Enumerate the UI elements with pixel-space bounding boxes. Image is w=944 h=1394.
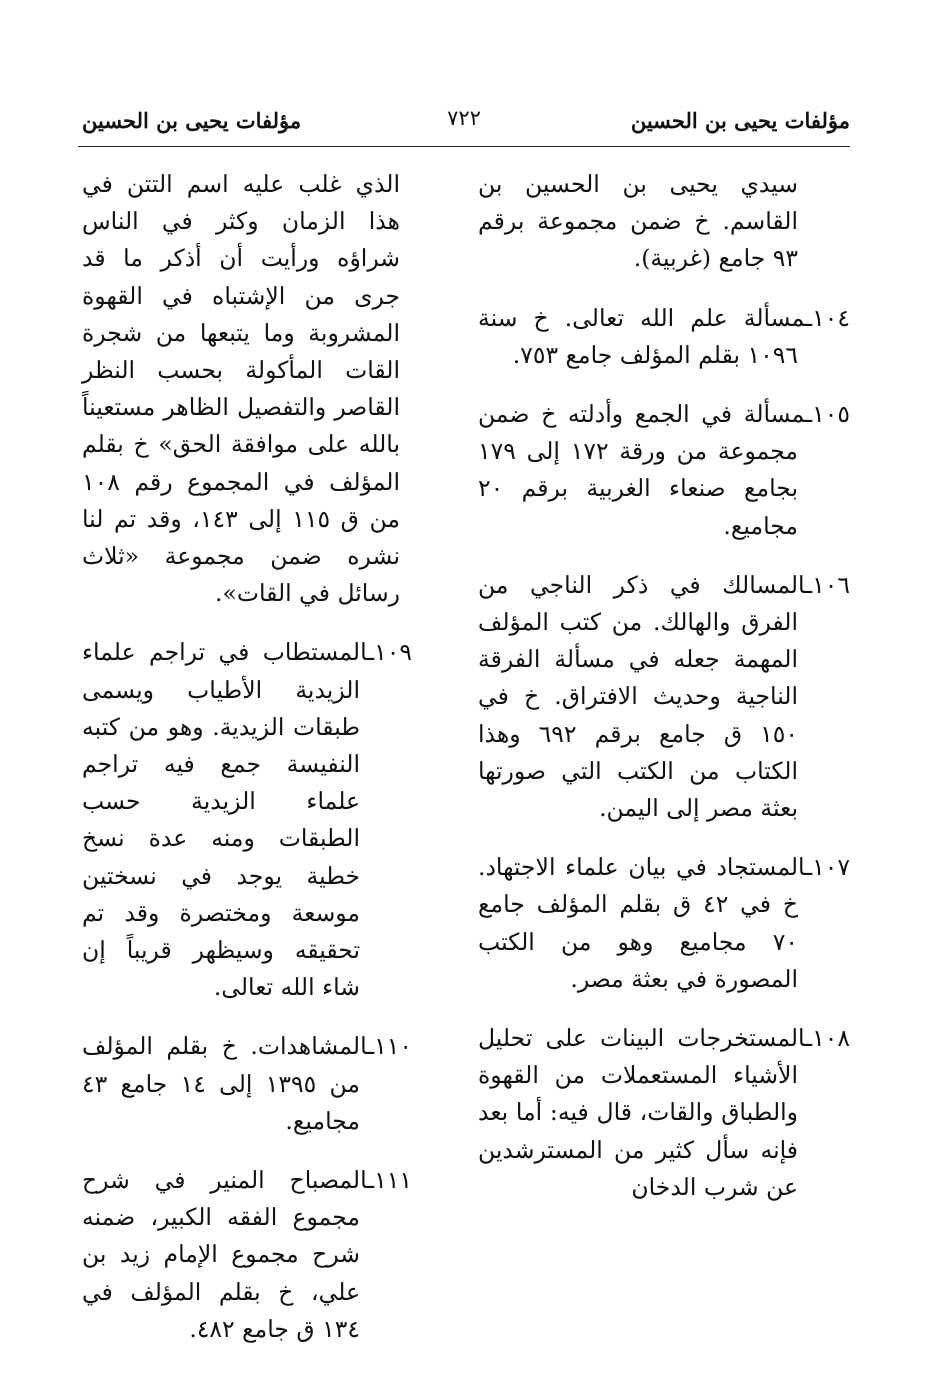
entry-text: المصباح المنير في شرح مجموع الفقه الكبير، ضمنه شرح مجموع الإمام زيد بن علي، خ بقلم المؤلف في ١٣٤ ق جامع ٤٨٢. <box>82 1166 368 1343</box>
entry-number: ١٠٨ـ <box>805 1024 850 1053</box>
entry-text: المسالك في ذكر الناجي من الفرق والهالك. من كتب المؤلف المهمة جعله في مسألة الفرقة الناجية وحديث الافتراق. خ في ١٥٠ ق جامع برقم ٦٩٢ وهذا الكتاب من الكتب التي صورتها بعثة مصر إلى اليمن. <box>478 570 806 823</box>
entry-105 <box>478 396 850 545</box>
continuation-text: الذي غلب عليه اسم التتن في هذا الزمان وكثر في الناس شراؤه ورأيت أن أذكر ما قد جرى من الإشتباه في القهوة المشروبة وما يتبعها من شجرة القات المأكولة بحسب النظر القاصر والتفصيل الظاهر مستعيناً بالله على موافقة الحق» خ بقلم المؤلف في المجموع رقم ١٠٨ من ق ١١٥ إلى ١٤٣، وقد تم لنا نشره ضمن مجموعة «ثلاث رسائل في القات». <box>82 170 400 608</box>
entry-text: المستجاد في بيان علماء الاجتهاد. خ في ٤٢ ق بقلم المؤلف جامع ٧٠ مجاميع وهو من الكتب المصورة في بعثة مصر. <box>478 853 806 993</box>
entry-106 <box>478 567 850 827</box>
header-rule <box>78 146 850 147</box>
entry-number: ١١١ـ <box>367 1166 412 1195</box>
entry-number: ١٠٥ـ <box>805 400 850 429</box>
entry-108 <box>478 1020 850 1206</box>
entry-number: ١٠٩ـ <box>367 638 412 667</box>
right-column <box>478 166 850 1228</box>
running-header <box>78 102 850 146</box>
entry-number: ١١٠ـ <box>367 1032 412 1061</box>
entry-number: ١٠٤ـ <box>805 303 850 332</box>
running-title-right: مؤلفات يحيى بن الحسين <box>630 108 850 133</box>
entry-110 <box>82 1028 412 1140</box>
continuation-text: سيدي يحيى بن الحسين بن القاسم. خ ضمن مجموعة برقم ٩٣ جامع (غربية). <box>478 170 798 273</box>
entry-text: المستخرجات البينات على تحليل الأشياء المستعملات من القهوة والطباق والقات، قال فيه: أما بعد فإنه سأل كثير من المسترشدين عن شرب الدخان <box>478 1024 806 1201</box>
entry-109 <box>82 634 412 1006</box>
entry-104 <box>478 300 850 374</box>
entry-number: ١٠٧ـ <box>805 853 850 882</box>
running-title-left: مؤلفات يحيى بن الحسين <box>82 108 302 133</box>
entry-text: مسألة في الجمع وأدلته خ ضمن مجموعة من ورقة ١٧٢ إلى ١٧٩ بجامع صنعاء الغربية برقم ٢٠ مجاميع. <box>478 400 806 540</box>
page-number: ٧٢٢ <box>447 106 481 130</box>
entry-111 <box>82 1162 412 1348</box>
entry-107 <box>478 849 850 998</box>
entry-text: المشاهدات. خ بقلم المؤلف من ١٣٩٥ إلى ١٤ جامع ٤٣ مجاميع. <box>82 1032 368 1135</box>
entry-number: ١٠٦ـ <box>805 570 850 599</box>
entry-text: المستطاب في تراجم علماء الزيدية الأطياب ويسمى طبقات الزيدية. وهو من كتبه النفيسة جمع فيه تراجم علماء الزيدية حسب الطبقات ومنه عدة نسخ خطية يوجد في نسختين موسعة ومختصرة وقد تم تحقيقه وسيظهر قريباً إن شاء الله تعالى. <box>82 638 368 1002</box>
left-column <box>82 166 412 1370</box>
entry-text: مسألة علم الله تعالى. خ سنة ١٠٩٦ بقلم المؤلف جامع ٧٥٣. <box>478 303 806 369</box>
